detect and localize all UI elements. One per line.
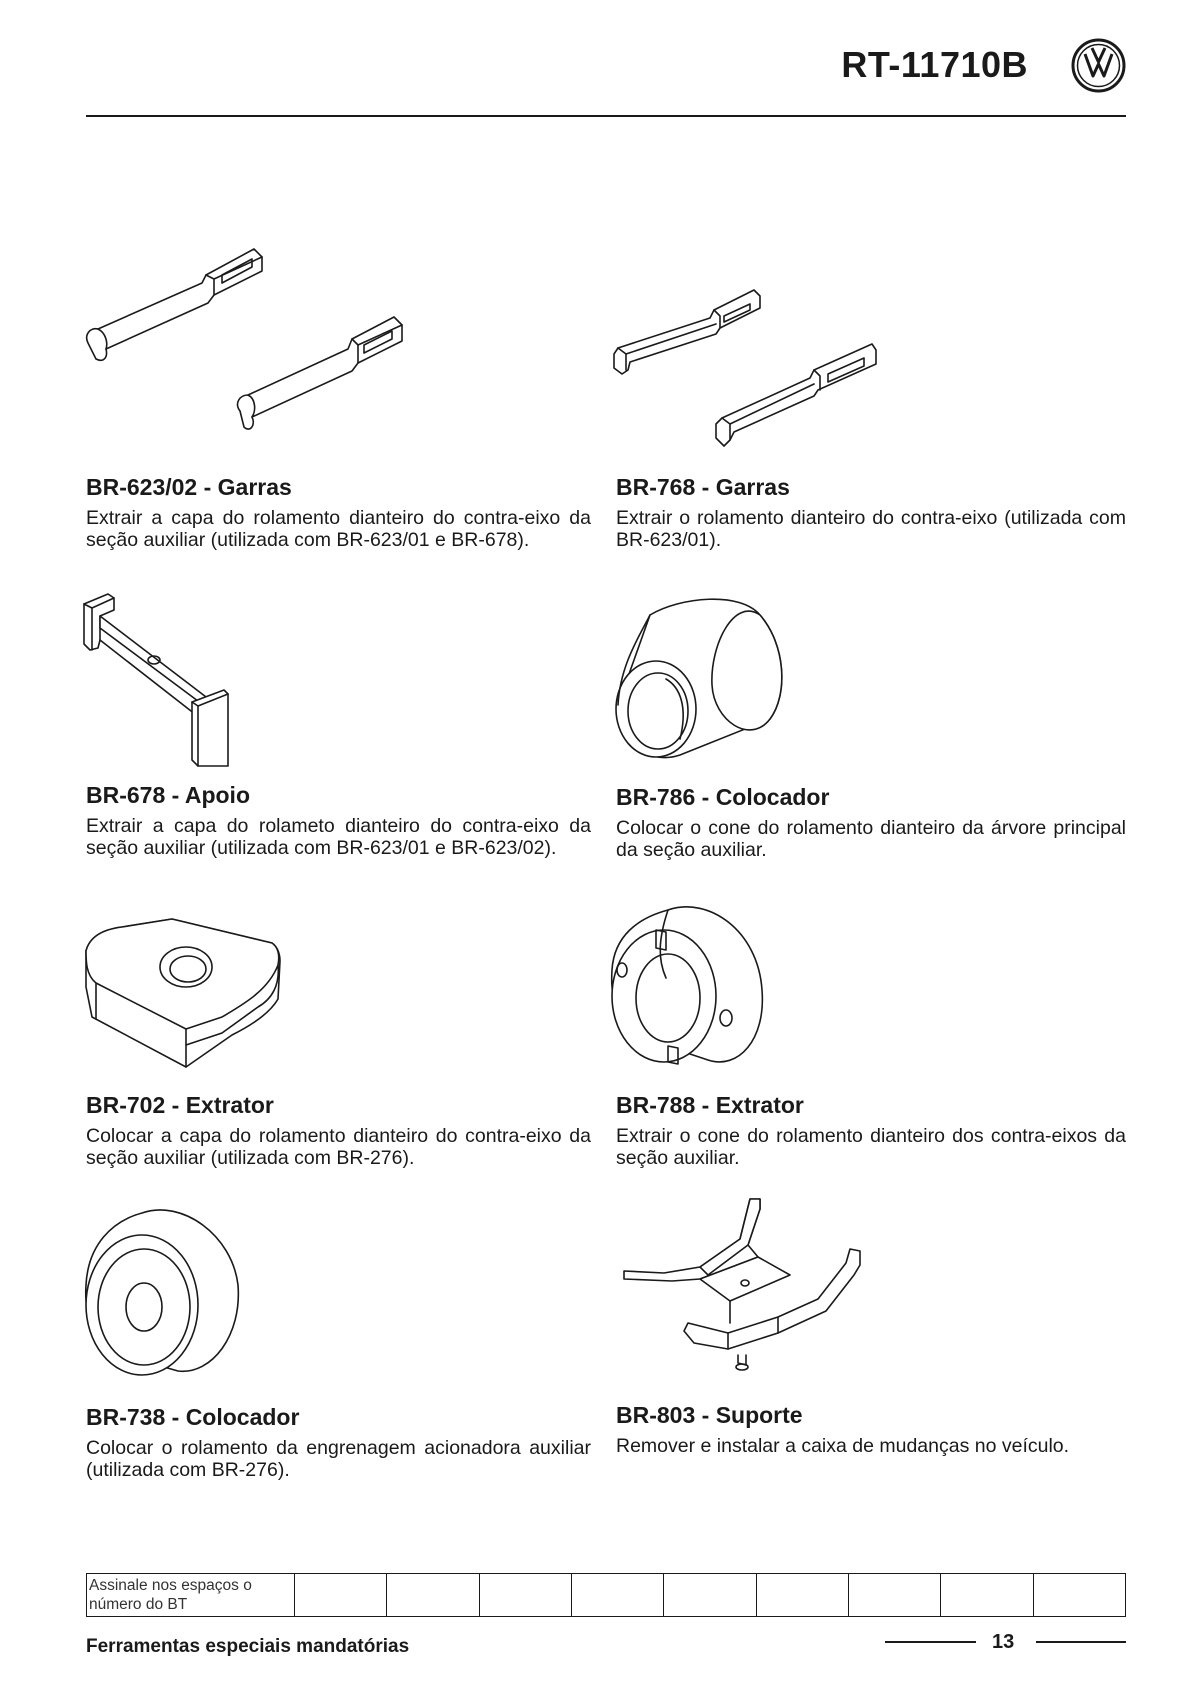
header-divider <box>86 115 1126 117</box>
tool-item-br-702 <box>86 1092 591 1169</box>
tool-title: BR-786 - Colocador <box>616 784 830 810</box>
bt-number-cell[interactable] <box>757 1574 849 1616</box>
bt-number-cell[interactable] <box>387 1574 479 1616</box>
gearbox-support-image <box>618 1195 878 1380</box>
page-number-rule-left <box>885 1641 976 1643</box>
tool-description: Extrair a capa do rolameto dianteiro do contra-eixo da seção auxiliar (utilizada com BR-623/01 e BR-623/02). <box>86 815 591 859</box>
bt-number-cell[interactable] <box>572 1574 664 1616</box>
tool-title: BR-788 - Extrator <box>616 1092 804 1118</box>
split-ring-extractor-image <box>608 900 768 1070</box>
sleeve-installer-image <box>610 595 800 765</box>
tool-item-br-738 <box>86 1404 591 1481</box>
tool-item-br-786 <box>616 784 1126 861</box>
tool-description: Extrair o cone do rolamento dianteiro dos contra-eixos da seção auxiliar. <box>616 1125 1126 1169</box>
bt-number-cell[interactable] <box>664 1574 756 1616</box>
claws-tool-image <box>84 245 424 450</box>
tool-title: BR-738 - Colocador <box>86 1404 300 1430</box>
tool-description: Colocar o cone do rolamento dianteiro da árvore principal da seção auxiliar. <box>616 817 1126 861</box>
tool-description: Extrair o rolamento dianteiro do contra-eixo (utilizada com BR-623/01). <box>616 507 1126 551</box>
tool-title: BR-678 - Apoio <box>86 782 250 808</box>
section-title: Ferramentas especiais mandatórias <box>86 1636 410 1657</box>
tool-title: BR-803 - Suporte <box>616 1402 803 1428</box>
bt-number-cell[interactable] <box>849 1574 941 1616</box>
disc-installer-image <box>82 1205 242 1380</box>
bt-table-label: Assinale nos espaços o número do BT <box>87 1574 295 1616</box>
tool-description: Colocar o rolamento da engrenagem acionadora auxiliar (utilizada com BR-276). <box>86 1437 591 1481</box>
tool-item-br-678 <box>86 782 591 859</box>
tool-description: Remover e instalar a caixa de mudanças no veículo. <box>616 1435 1070 1457</box>
page-number-rule-right <box>1036 1641 1126 1643</box>
tool-item-br-788 <box>616 1092 1126 1169</box>
bt-number-cell[interactable] <box>1034 1574 1125 1616</box>
extractor-block-image <box>82 915 287 1070</box>
bt-number-table <box>86 1573 1126 1617</box>
claws-tool-image <box>610 288 880 458</box>
tool-item-br-803 <box>616 1402 1126 1457</box>
tool-title: BR-623/02 - Garras <box>86 474 292 500</box>
bt-number-cell[interactable] <box>480 1574 572 1616</box>
bt-number-cell[interactable] <box>941 1574 1033 1616</box>
tool-title: BR-768 - Garras <box>616 474 790 500</box>
tool-item-br-768 <box>616 474 1126 551</box>
tool-title: BR-702 - Extrator <box>86 1092 274 1118</box>
vw-logo-icon <box>1071 38 1126 93</box>
page-number: 13 <box>992 1631 1015 1653</box>
tool-description: Colocar a capa do rolamento dianteiro do contra-eixo da seção auxiliar (utilizada com BR-276). <box>86 1125 591 1169</box>
support-bar-image <box>80 590 235 770</box>
bt-number-cell[interactable] <box>295 1574 387 1616</box>
tool-item-br-623-02 <box>86 474 591 551</box>
tool-description: Extrair a capa do rolamento dianteiro do contra-eixo da seção auxiliar (utilizada com BR-623/01 e BR-678). <box>86 507 591 551</box>
document-code: RT-11710B <box>841 44 1028 85</box>
